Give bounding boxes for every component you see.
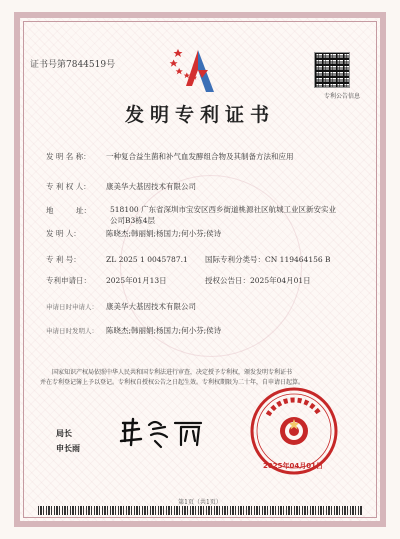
filing-date-value: 2025年01月13日 — [106, 276, 167, 285]
qr-code[interactable] — [314, 52, 350, 88]
grant-date-label: 授权公告日： — [205, 276, 250, 285]
page-footer: 第1页（共1页） — [178, 499, 222, 506]
grant-date-row — [205, 275, 311, 286]
qr-caption: 专利公告信息 — [323, 93, 360, 100]
invention-name-row — [46, 151, 294, 163]
seal-date: 2025年04月01日 — [263, 462, 323, 470]
applicant-at-filing-value: 康美华大基因技术有限公司 — [106, 302, 196, 311]
director-signature — [115, 415, 215, 451]
inventors-row — [46, 228, 221, 240]
patentee-value: 康美华大基因技术有限公司 — [106, 182, 196, 191]
cnipa-logo-icon — [168, 42, 228, 102]
patent-no-row — [46, 254, 188, 266]
invention-name-value: 一种复合益生菌和补气血发酵组合物及其制备方法和应用 — [106, 152, 294, 161]
address-row — [46, 205, 106, 217]
applicant-at-filing-label: 申请日时申请人： — [46, 303, 98, 311]
invention-name-label: 发 明 名 称： — [46, 152, 91, 161]
patent-no-value: ZL 2025 1 0045787.1 — [106, 255, 188, 264]
patentee-row — [46, 181, 196, 193]
inventors-at-filing-label: 申请日时发明人： — [46, 327, 98, 335]
grant-notice-line-1: 国家知识产权局依照中华人民共和国专利法进行审查，决定授予专利权，颁发发明专利证书 — [52, 369, 293, 376]
intl-class-value: CN 119464156 B — [265, 255, 331, 264]
intl-class-label: 国际专利分类号： — [205, 255, 265, 264]
director-title: 局长 — [56, 429, 72, 438]
grant-date-value: 2025年04月01日 — [250, 276, 311, 285]
filing-date-row — [46, 275, 167, 287]
filing-date-label: 专利申请日： — [46, 276, 91, 285]
patentee-label: 专 利 权 人： — [46, 182, 91, 191]
barcode — [38, 506, 362, 515]
grant-notice-line-2: 并在专利登记簿上予以登记。专利权自授权公告之日起生效。专利权期限为二十年，自申请日起算。 — [40, 379, 305, 386]
director-name: 申长雨 — [56, 444, 80, 453]
address-value: 518100 广东省深圳市宝安区西乡街道桃源社区航城工业区新安实业公司B3栋4层 — [110, 205, 337, 225]
inventors-at-filing-row — [46, 325, 221, 337]
patent-no-label: 专 利 号： — [46, 255, 81, 264]
applicant-at-filing-row — [46, 301, 196, 313]
inventors-at-filing-value: 陈晓杰;韩丽娟;杨国力;何小芬;侯诗 — [106, 326, 222, 335]
inventors-label: 发 明 人： — [46, 229, 81, 238]
address-label: 地 址： — [46, 206, 91, 215]
intl-class-row — [205, 254, 331, 265]
certificate-number: 证书号第7844519号 — [30, 60, 116, 70]
inventors-value: 陈晓杰;韩丽娟;杨国力;何小芬;侯诗 — [106, 229, 222, 238]
page-title: 发明专利证书 — [124, 104, 275, 126]
